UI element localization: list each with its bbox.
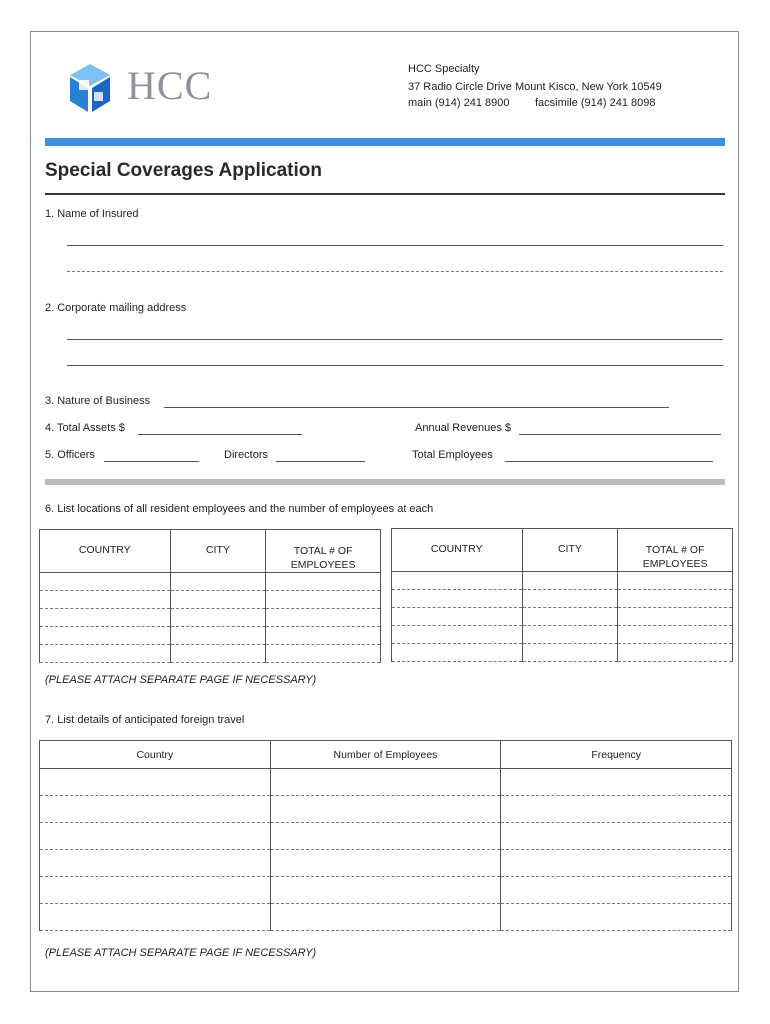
table-row: [392, 608, 733, 626]
table-cell[interactable]: [40, 645, 171, 663]
column-header-country: Country: [40, 741, 271, 769]
table-cell[interactable]: [40, 591, 171, 609]
mailing-address-line-2[interactable]: [67, 365, 723, 366]
officers-line[interactable]: [104, 461, 199, 462]
table-cell[interactable]: [266, 627, 381, 645]
total-assets-line[interactable]: [138, 434, 302, 435]
annual-revenues-label: Annual Revenues $: [415, 422, 512, 434]
total-employees-line[interactable]: [505, 461, 713, 462]
table-row: [40, 904, 732, 931]
column-header-city: CITY: [170, 530, 266, 573]
table-cell[interactable]: [618, 572, 733, 590]
table-cell[interactable]: [266, 645, 381, 663]
attach-page-note-2: (PLEASE ATTACH SEPARATE PAGE IF NECESSARY): [45, 947, 317, 959]
mailing-address-line-1[interactable]: [67, 339, 723, 340]
table-cell[interactable]: [522, 608, 618, 626]
title-rule: [45, 193, 725, 195]
directors-line[interactable]: [276, 461, 365, 462]
directors-label: Directors: [224, 449, 269, 461]
table-cell[interactable]: [270, 823, 501, 850]
table-row: [392, 644, 733, 662]
company-phone: main (914) 241 8900: [408, 97, 510, 109]
company-name: HCC Specialty: [408, 63, 480, 75]
total-employees-label: Total Employees: [412, 449, 493, 461]
table-cell[interactable]: [501, 877, 732, 904]
table-cell[interactable]: [40, 573, 171, 591]
table-cell[interactable]: [40, 850, 271, 877]
q4-total-assets-label: 4. Total Assets $: [45, 422, 125, 434]
travel-table-header-row: [40, 741, 732, 769]
column-header-city: CITY: [522, 529, 618, 572]
table-cell[interactable]: [40, 877, 271, 904]
q1-name-of-insured-label: 1. Name of Insured: [45, 208, 139, 220]
table-cell[interactable]: [270, 877, 501, 904]
locations-table-header-row: [40, 530, 381, 573]
table-cell[interactable]: [392, 572, 523, 590]
name-of-insured-line-2[interactable]: [67, 271, 723, 272]
table-cell[interactable]: [522, 590, 618, 608]
table-row: [392, 590, 733, 608]
table-cell[interactable]: [618, 608, 733, 626]
table-cell[interactable]: [266, 573, 381, 591]
table-cell[interactable]: [501, 796, 732, 823]
q7-foreign-travel-label: 7. List details of anticipated foreign travel: [45, 714, 245, 726]
table-row: [40, 823, 732, 850]
table-cell[interactable]: [618, 626, 733, 644]
table-row: [40, 609, 381, 627]
company-address: 37 Radio Circle Drive Mount Kisco, New York 10549: [408, 81, 662, 93]
table-cell[interactable]: [501, 769, 732, 796]
table-row: [40, 769, 732, 796]
section-divider-bar: [45, 479, 725, 485]
table-row: [392, 626, 733, 644]
table-row: [40, 573, 381, 591]
table-cell[interactable]: [522, 644, 618, 662]
annual-revenues-line[interactable]: [519, 434, 721, 435]
locations-table-left: [39, 529, 381, 663]
table-row: [40, 645, 381, 663]
q6-locations-label: 6. List locations of all resident employees and the number of employees at each: [45, 503, 434, 515]
table-row: [40, 591, 381, 609]
table-cell[interactable]: [266, 591, 381, 609]
table-cell[interactable]: [522, 626, 618, 644]
header-accent-bar: [45, 138, 725, 146]
column-header-country: COUNTRY: [40, 530, 171, 573]
table-cell[interactable]: [40, 823, 271, 850]
table-cell[interactable]: [40, 904, 271, 931]
locations-table-header-row: [392, 529, 733, 572]
logo-wordmark: HCC: [127, 63, 213, 108]
table-cell[interactable]: [501, 904, 732, 931]
foreign-travel-table: [39, 740, 732, 931]
table-cell[interactable]: [266, 609, 381, 627]
table-cell[interactable]: [270, 850, 501, 877]
column-header-number-of-employees: Number of Employees: [270, 741, 501, 769]
column-header-country: COUNTRY: [392, 529, 523, 572]
table-row: [392, 572, 733, 590]
hcc-cube-logo-icon: [67, 62, 113, 114]
locations-table-right: [391, 528, 733, 662]
table-cell[interactable]: [392, 644, 523, 662]
q2-mailing-address-label: 2. Corporate mailing address: [45, 302, 187, 314]
table-cell[interactable]: [392, 626, 523, 644]
table-cell[interactable]: [170, 591, 266, 609]
nature-of-business-line[interactable]: [164, 407, 669, 408]
attach-page-note-1: (PLEASE ATTACH SEPARATE PAGE IF NECESSARY): [45, 674, 317, 686]
table-cell[interactable]: [392, 590, 523, 608]
table-cell[interactable]: [40, 796, 271, 823]
table-row: [40, 627, 381, 645]
table-cell[interactable]: [170, 573, 266, 591]
table-cell[interactable]: [270, 796, 501, 823]
table-cell[interactable]: [170, 645, 266, 663]
application-form-page: [30, 31, 739, 992]
table-cell[interactable]: [501, 823, 732, 850]
table-cell[interactable]: [501, 850, 732, 877]
page-title: Special Coverages Application: [45, 160, 322, 181]
q5-officers-label: 5. Officers: [45, 449, 95, 461]
table-cell[interactable]: [270, 904, 501, 931]
table-row: [40, 877, 732, 904]
column-header-total-employees: TOTAL # OF EMPLOYEES: [618, 529, 733, 572]
table-cell[interactable]: [40, 609, 171, 627]
company-fax: facsimile (914) 241 8098: [535, 97, 656, 109]
column-header-frequency: Frequency: [501, 741, 732, 769]
table-cell[interactable]: [392, 608, 523, 626]
table-cell[interactable]: [270, 769, 501, 796]
column-header-total-employees: TOTAL # OF EMPLOYEES: [266, 530, 381, 573]
table-row: [40, 850, 732, 877]
table-cell[interactable]: [170, 609, 266, 627]
table-row: [40, 796, 732, 823]
name-of-insured-line-1[interactable]: [67, 245, 723, 246]
table-cell[interactable]: [40, 769, 271, 796]
table-cell[interactable]: [40, 627, 171, 645]
q3-nature-of-business-label: 3. Nature of Business: [45, 395, 151, 407]
table-cell[interactable]: [522, 572, 618, 590]
table-cell[interactable]: [170, 627, 266, 645]
table-cell[interactable]: [618, 644, 733, 662]
table-cell[interactable]: [618, 590, 733, 608]
